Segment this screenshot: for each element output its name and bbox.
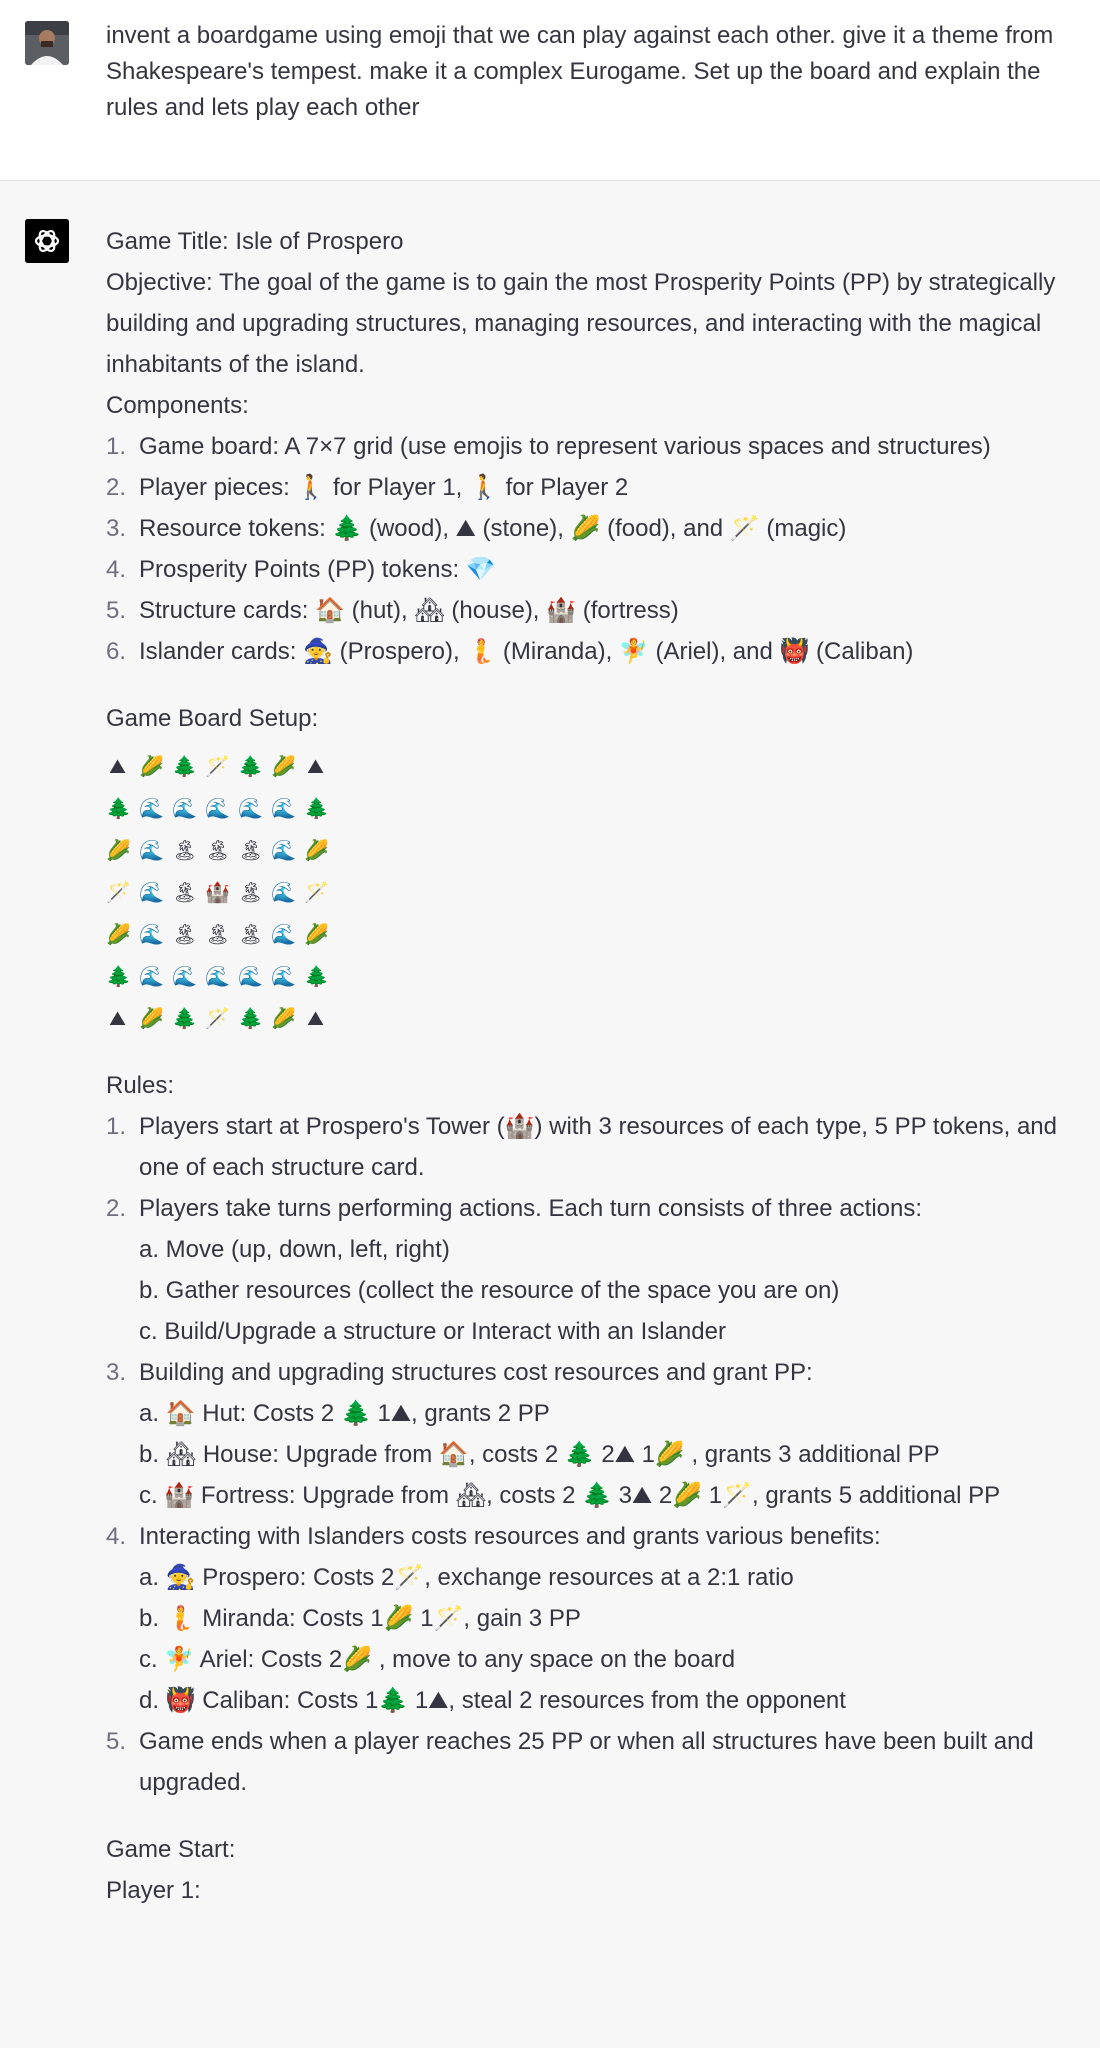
board-row (106, 745, 1096, 787)
board-cell: 🏝 (238, 837, 264, 862)
rules-list (106, 1106, 1096, 1803)
board-cell: 🏝 (205, 921, 231, 946)
board-cell: 🌽 (271, 753, 296, 778)
list-number: 1. (106, 1113, 127, 1140)
board-cell: 🏝 (205, 837, 231, 862)
board-cell: 🌊 (172, 963, 197, 988)
board-cell: 🌽 (139, 753, 164, 778)
board-cell: 🏝 (238, 879, 264, 904)
board-cell: 🏝 (172, 879, 198, 904)
user-avatar (25, 21, 69, 65)
list-item-text: Prosperity Points (PP) tokens: 💎 (139, 556, 496, 583)
board-cell: 🌲 (106, 795, 131, 820)
board-cell: 🪄 (304, 879, 329, 904)
board-row (106, 997, 1096, 1039)
board-cell: 🌊 (271, 963, 296, 988)
board-cell: 🌊 (238, 963, 263, 988)
components-heading: Components: (106, 392, 249, 419)
list-item (106, 426, 1096, 467)
board-cell: ⛰ (307, 1005, 324, 1030)
board-row (106, 829, 1096, 871)
board-cell: 🌊 (205, 963, 230, 988)
board-cell: 🏝 (172, 921, 198, 946)
board-setup-heading: Game Board Setup: (106, 705, 319, 732)
board-cell: 🌲 (172, 753, 197, 778)
board-cell: 🌽 (271, 1005, 296, 1030)
assistant-message-block (0, 181, 1100, 2048)
board-row (106, 871, 1096, 913)
board-cell: 🌊 (271, 921, 296, 946)
rule-subitem: b. 🧜 Miranda: Costs 1🌽 1🪄, gain 3 PP (139, 1605, 581, 1632)
board-cell: 🌊 (238, 795, 263, 820)
rule-item (106, 1516, 1096, 1721)
board-cell: 🏰 (205, 879, 230, 904)
board-cell: 🌊 (139, 921, 164, 946)
rule-text: Players start at Prospero's Tower (🏰) with 3 resources of each type, 5 PP tokens, and one of each structure card. (139, 1113, 1057, 1181)
list-item-text: Islander cards: 🧙 (Prospero), 🧜 (Miranda), 🧚 (Ariel), and 👹 (Caliban) (139, 638, 914, 665)
rule-text: Players take turns performing actions. Each turn consists of three actions: (139, 1195, 923, 1222)
game-title: Game Title: Isle of Prospero (106, 228, 404, 255)
board-cell: 🌲 (106, 963, 131, 988)
board-cell: 🌲 (304, 795, 329, 820)
board-cell: 🌊 (139, 837, 164, 862)
assistant-logo-icon (25, 219, 69, 263)
list-number: 6. (106, 638, 127, 665)
board-cell: 🏝 (172, 837, 198, 862)
rule-item (106, 1721, 1096, 1803)
rule-item (106, 1352, 1096, 1516)
board-cell: 🌊 (172, 795, 197, 820)
board-cell: 🌊 (139, 879, 164, 904)
game-start-next-line: Player 1: (106, 1877, 201, 1904)
components-list (106, 426, 1096, 672)
board-cell: 🌊 (205, 795, 230, 820)
board-cell: 🌲 (238, 1005, 263, 1030)
list-number: 3. (106, 515, 127, 542)
list-number: 4. (106, 556, 127, 583)
list-item (106, 631, 1096, 672)
board-row (106, 913, 1096, 955)
list-number: 1. (106, 433, 127, 460)
rules-heading: Rules: (106, 1072, 175, 1099)
rule-text: Interacting with Islanders costs resources and grants various benefits: (139, 1523, 881, 1550)
list-item-text: Structure cards: 🏠 (hut), 🏘 (house), 🏰 (fortress) (139, 597, 679, 624)
board-cell: 🌽 (106, 921, 131, 946)
board-cell: 🏝 (238, 921, 264, 946)
list-item-text: Player pieces: 🚶 for Player 1, 🚶 for Player 2 (139, 474, 629, 501)
objective-text: Objective: The goal of the game is to gain the most Prosperity Points (PP) by strategically building and upgrading structures, managing resources, and interacting with the magical inhabitants of the island. (106, 269, 1056, 378)
board-cell: 🌊 (271, 837, 296, 862)
list-number: 5. (106, 597, 127, 624)
game-board-grid (106, 745, 1096, 1039)
board-row (106, 787, 1096, 829)
rule-item (106, 1106, 1096, 1188)
list-item-text: Resource tokens: 🌲 (wood), ⛰ (stone), 🌽 (food), and 🪄 (magic) (139, 515, 847, 542)
board-cell: 🌊 (271, 879, 296, 904)
list-item (106, 549, 1096, 590)
rule-subitem: a. 🧙 Prospero: Costs 2🪄, exchange resources at a 2:1 ratio (139, 1564, 794, 1591)
rule-text: Building and upgrading structures cost resources and grant PP: (139, 1359, 813, 1386)
rule-subitem: a. 🏠 Hut: Costs 2 🌲 1⛰, grants 2 PP (139, 1400, 550, 1427)
board-cell: 🌊 (139, 795, 164, 820)
board-row (106, 955, 1096, 997)
list-number: 3. (106, 1359, 127, 1386)
board-cell: ⛰ (307, 753, 324, 778)
board-cell: 🌽 (304, 921, 329, 946)
board-cell: 🌽 (106, 837, 131, 862)
board-cell: 🌊 (271, 795, 296, 820)
rule-text: Game ends when a player reaches 25 PP or when all structures have been built and upgraded. (139, 1728, 1034, 1796)
rule-subitem: c. 🏰 Fortress: Upgrade from 🏘, costs 2 🌲 3⛰ 2🌽 1🪄, grants 5 additional PP (139, 1482, 1001, 1509)
board-cell: 🌲 (304, 963, 329, 988)
rule-subitem: a. Move (up, down, left, right) (139, 1236, 450, 1263)
rule-subitem: b. 🏘 House: Upgrade from 🏠, costs 2 🌲 2⛰ 1🌽 , grants 3 additional PP (139, 1441, 940, 1468)
board-cell: 🌽 (139, 1005, 164, 1030)
user-message-block (0, 0, 1100, 181)
list-item (106, 467, 1096, 508)
list-number: 2. (106, 1195, 127, 1222)
board-cell: 🌲 (238, 753, 263, 778)
board-cell: 🌲 (172, 1005, 197, 1030)
board-cell: ⛰ (109, 753, 126, 778)
user-message-text: invent a boardgame using emoji that we can play against each other. give it a theme from Shakespeare's tempest. make it a complex Eurogame. Set up the board and explain the rules and lets play each other (106, 22, 1054, 121)
game-start-heading: Game Start: (106, 1836, 236, 1863)
list-number: 5. (106, 1728, 127, 1755)
list-number: 2. (106, 474, 127, 501)
rule-subitem: b. Gather resources (collect the resource of the space you are on) (139, 1277, 840, 1304)
assistant-message-content (106, 221, 1096, 1911)
rule-item (106, 1188, 1096, 1352)
board-cell: 🌊 (139, 963, 164, 988)
list-item (106, 508, 1096, 549)
list-number: 4. (106, 1523, 127, 1550)
board-cell: 🪄 (205, 753, 230, 778)
board-cell: 🪄 (205, 1005, 230, 1030)
board-cell: 🌽 (304, 837, 329, 862)
board-cell: 🪄 (106, 879, 131, 904)
rule-subitem: c. Build/Upgrade a structure or Interact with an Islander (139, 1318, 726, 1345)
list-item-text: Game board: A 7×7 grid (use emojis to represent various spaces and structures) (139, 433, 991, 460)
rule-subitem: c. 🧚 Ariel: Costs 2🌽 , move to any space on the board (139, 1646, 736, 1673)
rule-subitem: d. 👹 Caliban: Costs 1🌲 1⛰, steal 2 resources from the opponent (139, 1687, 846, 1714)
list-item (106, 590, 1096, 631)
board-cell: ⛰ (109, 1005, 126, 1030)
